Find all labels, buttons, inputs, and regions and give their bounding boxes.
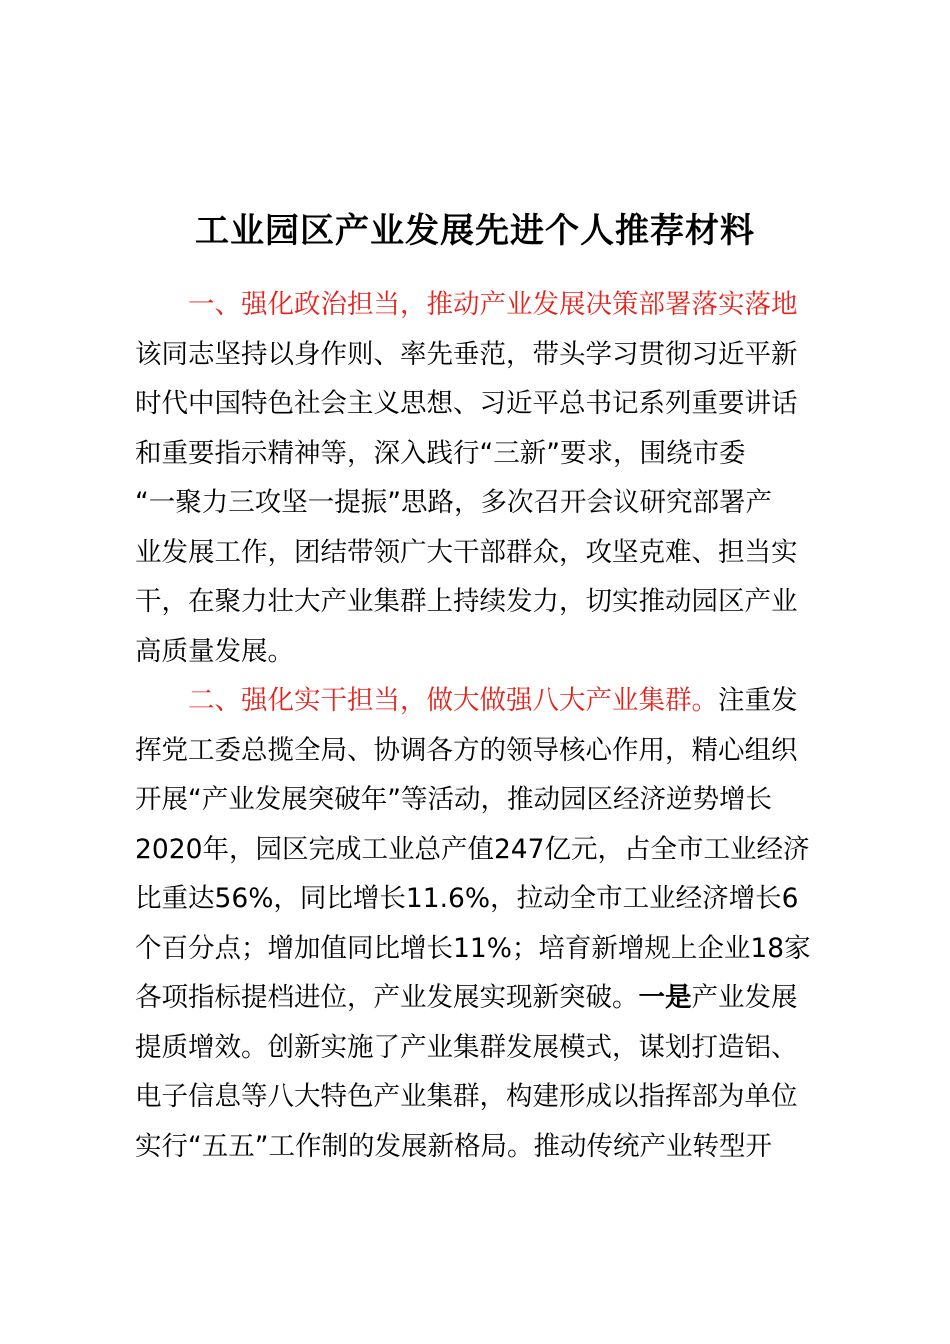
paragraph-line: 干，在聚力壮大产业集群上持续发力，切实推动园区产业 [135,586,798,617]
paragraph-line: 电子信息等八大特色产业集群，构建形成以指挥部为单位 [135,1081,798,1112]
section-2-first-line-text: 注重发 [718,685,798,716]
paragraph-line: 个百分点；增加值同比增长11%；培育新增规上企业18家 [135,932,811,964]
paragraph-line: 高质量发展。 [135,635,294,667]
paragraph-line: 2020年，园区完成工业总产值247亿元，占全市工业经济 [135,833,810,865]
paragraph-line: 时代中国特色社会主义思想、习近平总书记系列重要讲话 [135,388,798,419]
paragraph-line: 实行“五五”工作制的发展新格局。推动传统产业转型开 [135,1130,772,1162]
paragraph-line: 业发展工作，团结带领广大干部群众，攻坚克难、担当实 [135,536,798,568]
paragraph-line-text: 产业发展 [691,982,798,1013]
paragraph-line: 挥党工委总揽全局、协调各方的领导核心作用，精心组织 [135,734,798,766]
paragraph-line: “一聚力三攻坚一提振”思路，多次召开会议研究部署产 [135,487,772,518]
paragraph-line: 开展“产业发展突破年”等活动，推动园区经济逆势增长 [135,784,772,815]
point-marker-first: 一是 [638,982,692,1013]
paragraph-line: 比重达56%，同比增长11.6%，拉动全市工业经济增长6 [135,883,799,914]
paragraph-line-text: 各项指标提档进位，产业发展实现新突破。 [135,982,639,1013]
section-2-first-line [135,676,850,726]
paragraph-line-mixed [135,973,850,1023]
paragraph-line: 和重要指示精神等，深入践行“三新”要求，围绕市委 [135,437,746,469]
section-1-heading: 一、强化政治担当，推动产业发展决策部署落实落地 [188,289,798,320]
document-body [135,280,850,1171]
paragraph-line: 提质增效。创新实施了产业集群发展模式，谋划打造铝、 [135,1031,798,1063]
section-2-heading: 二、强化实干担当，做大做强八大产业集群。 [188,685,718,716]
paragraph-line: 该同志坚持以身作则、率先垂范，带头学习贯彻习近平新 [135,338,798,370]
document-title: 工业园区产业发展先进个人推荐材料 [195,211,755,251]
